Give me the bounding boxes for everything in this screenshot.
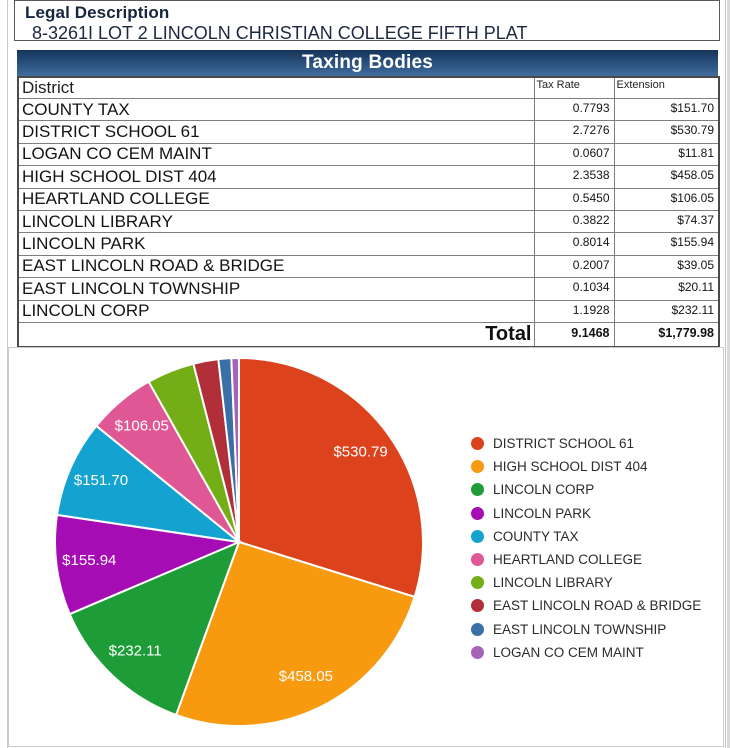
legend-label: EAST LINCOLN TOWNSHIP bbox=[493, 621, 667, 637]
legend-item bbox=[471, 548, 701, 571]
legend-swatch bbox=[471, 576, 484, 589]
legend-label: HEARTLAND COLLEGE bbox=[493, 552, 643, 568]
table-row bbox=[18, 166, 719, 188]
total-label: Total bbox=[18, 322, 534, 347]
district-cell: LINCOLN PARK bbox=[18, 233, 534, 255]
legend-item bbox=[471, 455, 701, 478]
legend-swatch bbox=[471, 483, 484, 496]
taxing-bodies-table bbox=[17, 76, 720, 348]
slice-label: $458.05 bbox=[278, 668, 334, 686]
legend-label: COUNTY TAX bbox=[493, 528, 579, 544]
legend-swatch bbox=[471, 599, 484, 612]
legend-swatch bbox=[471, 553, 484, 566]
table-row bbox=[18, 210, 719, 232]
legend-swatch bbox=[471, 646, 484, 659]
extension-cell: $39.05 bbox=[614, 255, 719, 277]
table-row bbox=[18, 99, 719, 121]
legend-label: HIGH SCHOOL DIST 404 bbox=[493, 459, 648, 475]
column-header-district: District bbox=[18, 77, 534, 99]
legend-item bbox=[471, 478, 701, 501]
tax-rate-cell: 0.7793 bbox=[534, 99, 614, 121]
extension-cell: $155.94 bbox=[614, 233, 719, 255]
slice-label: $106.05 bbox=[114, 417, 169, 435]
legend-item bbox=[471, 594, 701, 617]
legend-swatch bbox=[471, 507, 484, 520]
tax-rate-cell: 0.0607 bbox=[534, 143, 614, 165]
slice-label: $155.94 bbox=[62, 552, 117, 570]
tax-rate-cell: 0.8014 bbox=[534, 233, 614, 255]
total-row bbox=[18, 322, 719, 347]
legend-label: LOGAN CO CEM MAINT bbox=[493, 644, 644, 660]
legend-label: LINCOLN LIBRARY bbox=[493, 575, 613, 591]
district-cell: EAST LINCOLN TOWNSHIP bbox=[18, 278, 534, 300]
table-row bbox=[18, 255, 719, 277]
table-header-row bbox=[18, 77, 719, 99]
tax-rate-cell: 2.3538 bbox=[534, 166, 614, 188]
extension-cell: $458.05 bbox=[614, 166, 719, 188]
extension-cell: $530.79 bbox=[614, 121, 719, 143]
taxing-bodies-banner: Taxing Bodies bbox=[17, 50, 718, 76]
district-cell: LINCOLN LIBRARY bbox=[18, 210, 534, 232]
legend-item bbox=[471, 432, 701, 455]
tax-rate-cell: 0.1034 bbox=[534, 278, 614, 300]
tax-rate-cell: 0.5450 bbox=[534, 188, 614, 210]
district-cell: LOGAN CO CEM MAINT bbox=[18, 143, 534, 165]
extension-cell: $151.70 bbox=[614, 99, 719, 121]
extension-cell: $20.11 bbox=[614, 278, 719, 300]
legend-swatch bbox=[471, 530, 484, 543]
legal-description-box bbox=[14, 0, 720, 41]
legend-swatch bbox=[471, 437, 484, 450]
extension-cell: $232.11 bbox=[614, 300, 719, 322]
legend-swatch bbox=[471, 623, 484, 636]
chart-legend bbox=[471, 432, 701, 664]
extension-cell: $74.37 bbox=[614, 210, 719, 232]
slice-label: $530.79 bbox=[333, 443, 388, 461]
legend-item bbox=[471, 641, 701, 664]
table-row bbox=[18, 188, 719, 210]
slice-label: $151.70 bbox=[73, 472, 129, 490]
tax-rate-cell: 1.1928 bbox=[534, 300, 614, 322]
tax-rate-cell: 2.7276 bbox=[534, 121, 614, 143]
legend-item bbox=[471, 502, 701, 525]
district-cell: HIGH SCHOOL DIST 404 bbox=[18, 166, 534, 188]
district-cell: DISTRICT SCHOOL 61 bbox=[18, 121, 534, 143]
legal-description-title: Legal Description bbox=[25, 3, 170, 22]
legal-description-value: 8-3261I LOT 2 LINCOLN CHRISTIAN COLLEGE FIFTH PLAT bbox=[32, 23, 528, 43]
legend-swatch bbox=[471, 460, 484, 473]
table-row bbox=[18, 143, 719, 165]
tax-rate-cell: 0.3822 bbox=[534, 210, 614, 232]
district-cell: LINCOLN CORP bbox=[18, 300, 534, 322]
table-row bbox=[18, 300, 719, 322]
legend-label: DISTRICT SCHOOL 61 bbox=[493, 436, 635, 452]
table-row bbox=[18, 121, 719, 143]
extension-cell: $106.05 bbox=[614, 188, 719, 210]
total-tax-rate: 9.1468 bbox=[534, 322, 614, 347]
extension-cell: $11.81 bbox=[614, 143, 719, 165]
legend-label: LINCOLN CORP bbox=[493, 482, 595, 498]
legend-label: EAST LINCOLN ROAD & BRIDGE bbox=[493, 598, 702, 614]
column-header-tax-rate: Tax Rate bbox=[534, 77, 614, 99]
column-header-extension: Extension bbox=[614, 77, 719, 99]
legend-item bbox=[471, 618, 701, 641]
total-extension: $1,779.98 bbox=[614, 322, 719, 347]
table-row bbox=[18, 233, 719, 255]
district-cell: COUNTY TAX bbox=[18, 99, 534, 121]
district-cell: HEARTLAND COLLEGE bbox=[18, 188, 534, 210]
district-cell: EAST LINCOLN ROAD & BRIDGE bbox=[18, 255, 534, 277]
legend-item bbox=[471, 525, 701, 548]
tax-rate-cell: 0.2007 bbox=[534, 255, 614, 277]
slice-label: $232.11 bbox=[108, 642, 162, 660]
legend-label: LINCOLN PARK bbox=[493, 505, 592, 521]
table-row bbox=[18, 278, 719, 300]
tax-distribution-chart-box bbox=[8, 347, 724, 747]
legend-item bbox=[471, 571, 701, 594]
